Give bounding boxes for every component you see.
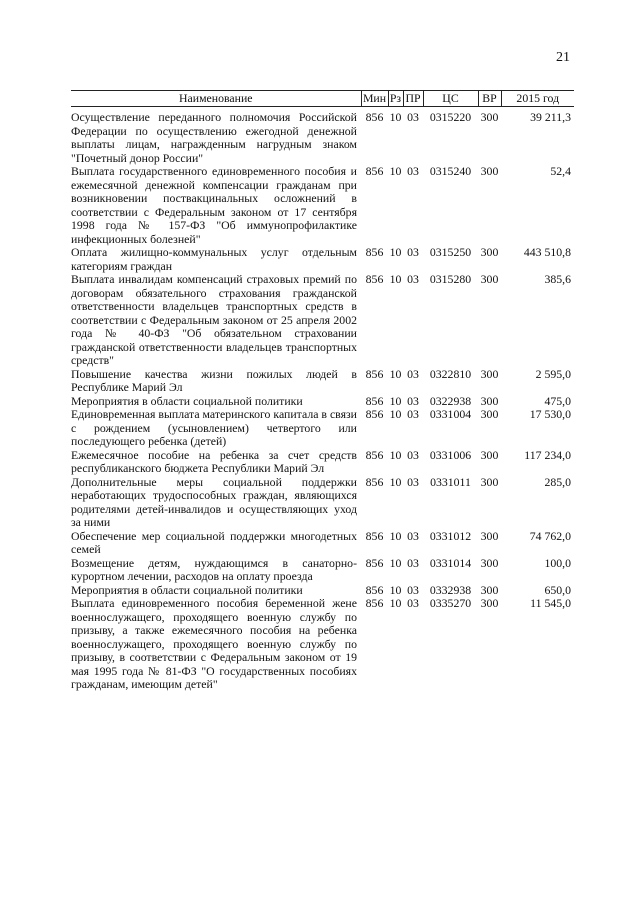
row-cs: 0315240 bbox=[429, 164, 472, 178]
table-row bbox=[71, 246, 574, 273]
row-vr: 300 bbox=[480, 528, 499, 543]
row-pr: 03 bbox=[407, 474, 419, 489]
row-cs: 0322810 bbox=[429, 366, 472, 381]
row-pr: 03 bbox=[407, 366, 419, 381]
row-vr: 300 bbox=[480, 110, 499, 124]
row-min: 856 bbox=[365, 245, 384, 259]
row-vr: 300 bbox=[480, 474, 499, 489]
row-min: 856 bbox=[365, 393, 384, 408]
row-cs: 0331006 bbox=[429, 447, 472, 462]
row-amount: 100,0 bbox=[544, 555, 571, 570]
row-vr: 300 bbox=[480, 447, 499, 462]
header-pr: ПР bbox=[403, 91, 423, 107]
row-cs: 0331014 bbox=[429, 555, 472, 570]
row-vr: 300 bbox=[480, 407, 499, 421]
row-rz: 10 bbox=[389, 272, 402, 286]
row-amount: 385,6 bbox=[544, 272, 571, 286]
row-name: Единовременная выплата материнского капитала в связи с рождением (усыновлением) четвертого или последующего ребенка (детей) bbox=[71, 407, 357, 448]
row-min: 856 bbox=[365, 528, 384, 543]
header-cs: ЦС bbox=[423, 91, 478, 107]
row-amount: 650,0 bbox=[544, 582, 571, 597]
row-name: Выплата инвалидам компенсаций страховых премий по договорам обязательного страхования гражданской ответственности владельцев транспортных средств в соответствии с Федеральным законом от 25 апреля 2002 года № 40-ФЗ "Об обязательном страховании гражданской ответственности владельцев транспортных средств" bbox=[71, 272, 357, 367]
row-pr: 03 bbox=[407, 164, 419, 178]
row-cs: 0315250 bbox=[429, 245, 472, 259]
header-rz: Рз bbox=[389, 90, 402, 105]
row-name: Выплата единовременного пособия беременной жене военнослужащего, проходящего военную службу по призыву, а также ежемесячного пособия на ребенка военнослужащего, проходящего военную службу по призыву, в соответствии с Федеральным законом от 19 мая 1995 года № 81-ФЗ "О государственных пособиях гражданам, имеющим детей" bbox=[71, 596, 357, 691]
row-rz: 10 bbox=[389, 366, 402, 381]
row-min: 856 bbox=[365, 164, 384, 178]
table-row bbox=[71, 395, 574, 409]
row-min: 856 bbox=[365, 272, 384, 286]
table-row bbox=[71, 165, 574, 246]
row-pr: 03 bbox=[407, 407, 419, 421]
row-rz: 10 bbox=[389, 164, 402, 178]
row-name: Мероприятия в области социальной политики bbox=[71, 582, 303, 597]
row-pr: 03 bbox=[407, 582, 419, 597]
row-pr: 03 bbox=[407, 245, 419, 259]
row-vr: 300 bbox=[480, 393, 499, 408]
row-name: Ежемесячное пособие на ребенка за счет средств республиканского бюджета Республики Марий Эл bbox=[71, 447, 357, 475]
row-vr: 300 bbox=[480, 245, 499, 259]
header-amount: 2015 год bbox=[501, 91, 574, 107]
row-amount: 11 545,0 bbox=[530, 596, 571, 610]
row-min: 856 bbox=[365, 366, 384, 381]
row-pr: 03 bbox=[407, 110, 419, 124]
row-vr: 300 bbox=[480, 272, 499, 286]
row-pr: 03 bbox=[407, 528, 419, 543]
row-name: Возмещение детям, нуждающимся в санаторно-курортном лечении, расходов на оплату проезда bbox=[71, 555, 357, 583]
row-rz: 10 bbox=[389, 110, 402, 124]
row-rz: 10 bbox=[389, 528, 402, 543]
row-cs: 0332938 bbox=[429, 582, 472, 597]
table-row bbox=[71, 368, 574, 395]
row-pr: 03 bbox=[407, 555, 419, 570]
row-rz: 10 bbox=[389, 245, 402, 259]
row-min: 856 bbox=[365, 407, 384, 421]
row-pr: 03 bbox=[407, 447, 419, 462]
row-name: Осуществление переданного полномочия Российской Федерации по осуществлению ежегодной денежной выплаты лицам, награжденным нагрудным знаком "Почетный донор России" bbox=[71, 110, 357, 165]
row-amount: 443 510,8 bbox=[523, 245, 571, 259]
row-rz: 10 bbox=[389, 582, 402, 597]
table-header-row bbox=[71, 91, 574, 107]
table-row bbox=[71, 584, 574, 598]
page-number: 21 bbox=[556, 50, 570, 65]
row-pr: 03 bbox=[407, 393, 419, 408]
table-row bbox=[71, 449, 574, 476]
row-pr: 03 bbox=[407, 272, 419, 286]
row-name: Оплата жилищно-коммунальных услуг отдельным категориям граждан bbox=[71, 245, 357, 273]
table-row bbox=[71, 273, 574, 368]
row-amount: 475,0 bbox=[544, 393, 571, 408]
row-cs: 0331011 bbox=[430, 474, 471, 489]
table-row bbox=[71, 408, 574, 449]
budget-table bbox=[71, 90, 574, 692]
row-min: 856 bbox=[365, 474, 384, 489]
row-rz: 10 bbox=[389, 596, 402, 610]
header-min: Мин bbox=[362, 90, 387, 105]
row-min: 856 bbox=[365, 110, 384, 124]
table-row bbox=[71, 557, 574, 584]
row-min: 856 bbox=[365, 596, 384, 610]
row-amount: 117 234,0 bbox=[524, 447, 571, 462]
row-name: Мероприятия в области социальной политики bbox=[71, 393, 303, 408]
row-vr: 300 bbox=[480, 555, 499, 570]
row-cs: 0322938 bbox=[429, 393, 472, 408]
row-cs: 0331012 bbox=[429, 528, 472, 543]
row-cs: 0335270 bbox=[429, 596, 472, 610]
row-cs: 0331004 bbox=[429, 407, 472, 421]
row-amount: 74 762,0 bbox=[529, 528, 571, 543]
row-vr: 300 bbox=[480, 596, 499, 610]
row-amount: 17 530,0 bbox=[529, 407, 571, 421]
row-name: Обеспечение мер социальной поддержки многодетных семей bbox=[71, 528, 357, 556]
row-rz: 10 bbox=[389, 393, 402, 408]
header-vr: ВР bbox=[478, 91, 501, 107]
row-amount: 52,4 bbox=[550, 164, 571, 178]
table-row bbox=[71, 597, 574, 692]
row-amount: 285,0 bbox=[544, 474, 571, 489]
row-min: 856 bbox=[365, 447, 384, 462]
row-vr: 300 bbox=[480, 366, 499, 381]
row-cs: 0315280 bbox=[429, 272, 472, 286]
row-vr: 300 bbox=[480, 582, 499, 597]
row-amount: 2 595,0 bbox=[535, 366, 571, 381]
row-name: Дополнительные меры социальной поддержки неработающих трудоспособных граждан, являющихся родителями детей-инвалидов и осуществляющих уход за ними bbox=[71, 474, 357, 529]
row-cs: 0315220 bbox=[429, 110, 472, 124]
row-min: 856 bbox=[365, 582, 384, 597]
row-name: Повышение качества жизни пожилых людей в Республике Марий Эл bbox=[71, 366, 357, 394]
row-name: Выплата государственного единовременного пособия и ежемесячной денежной компенсации гражданам при возникновении поствакцинальных осложнений в соответствии с Федеральным законом от 17 сентября 1998 года № 157-ФЗ "Об иммунопрофилактике инфекционных болезней" bbox=[71, 164, 357, 246]
table-row bbox=[71, 530, 574, 557]
table-row bbox=[71, 111, 574, 165]
row-rz: 10 bbox=[389, 447, 402, 462]
row-rz: 10 bbox=[389, 555, 402, 570]
row-pr: 03 bbox=[407, 596, 419, 610]
row-rz: 10 bbox=[389, 474, 402, 489]
row-vr: 300 bbox=[480, 164, 499, 178]
row-min: 856 bbox=[365, 555, 384, 570]
header-name: Наименование bbox=[71, 91, 361, 107]
row-rz: 10 bbox=[389, 407, 402, 421]
table-row bbox=[71, 476, 574, 530]
row-amount: 39 211,3 bbox=[530, 110, 571, 124]
